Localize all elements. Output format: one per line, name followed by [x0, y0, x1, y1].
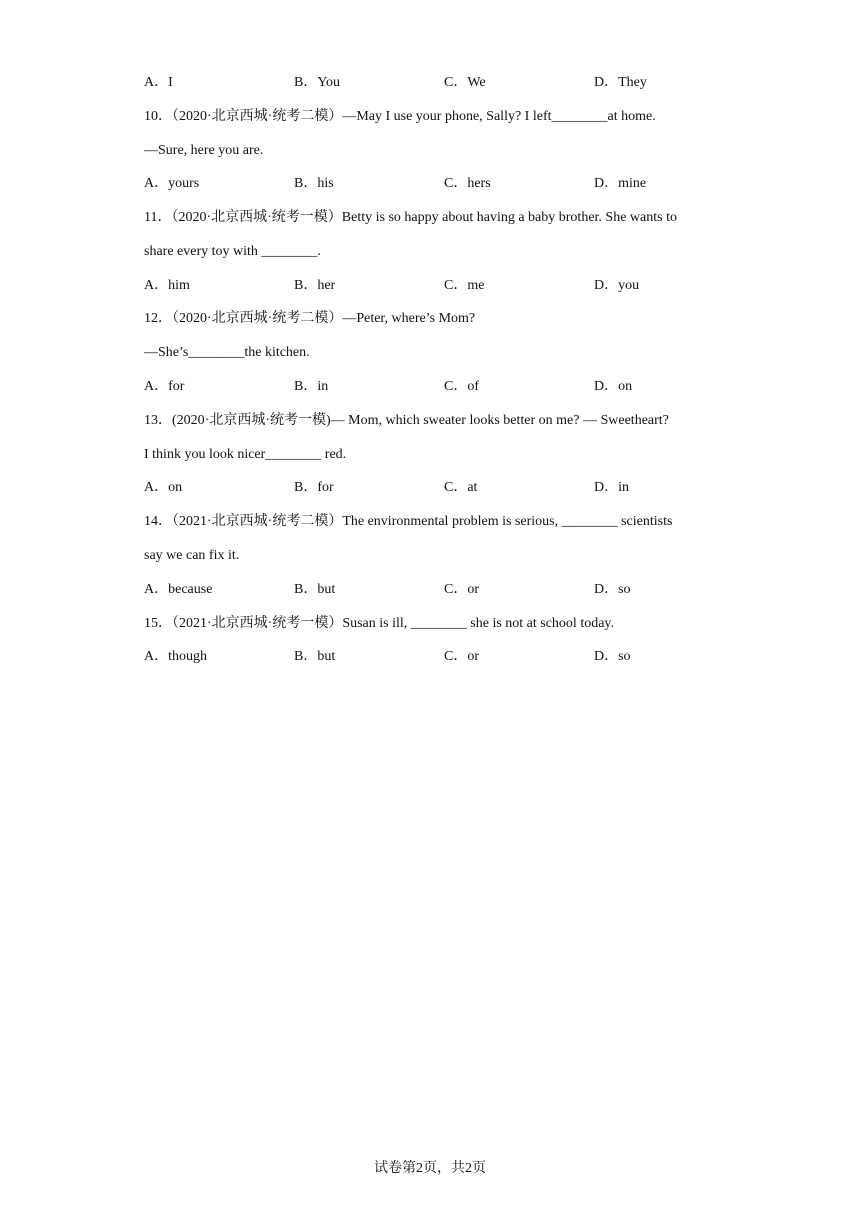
option-b: B．her	[294, 278, 336, 293]
option-b: B．in	[294, 379, 329, 394]
q12-stem-line-2: —She’s________the kitchen.	[144, 345, 310, 360]
q11-stem-line-1: 11．（2020·北京西城·统考一模）Betty is so happy about having a baby brother. She wants to	[144, 210, 677, 225]
q12-options	[144, 379, 744, 395]
option-c: C．We	[444, 75, 486, 90]
q11-options	[144, 278, 744, 294]
option-b: B．but	[294, 582, 336, 597]
option-b: B．his	[294, 176, 334, 191]
option-c: C．of	[444, 379, 479, 394]
q13-stem-line-2: I think you look nicer________ red.	[144, 447, 347, 462]
option-c: C．hers	[444, 176, 491, 191]
q14-options	[144, 582, 744, 598]
q12-stem-line-1: 12．（2020·北京西城·统考二模）—Peter, where’s Mom?	[144, 311, 476, 326]
option-a: A．I	[144, 75, 173, 90]
option-b: B．for	[294, 480, 334, 495]
q11-stem-line-2: share every toy with ________.	[144, 244, 321, 259]
option-b: B．but	[294, 649, 336, 664]
option-d: D．so	[594, 582, 631, 597]
q13-options	[144, 480, 744, 496]
q13-stem-line-1: 13．(2020·北京西城·统考一模)— Mom, which sweater looks better on me? — Sweetheart?	[144, 413, 669, 428]
option-a: A．him	[144, 278, 190, 293]
option-c: C．at	[444, 480, 478, 495]
page-footer: 试卷第2页，共2页	[374, 1161, 486, 1176]
q14-stem-line-1: 14．（2021·北京西城·统考二模）The environmental problem is serious, ________ scientists	[144, 514, 673, 529]
q10-options	[144, 176, 744, 192]
option-d: D．on	[594, 379, 633, 394]
option-b: B．You	[294, 75, 341, 90]
q15-stem-line-1: 15．（2021·北京西城·统考一模）Susan is ill, ________ she is not at school today.	[144, 616, 615, 631]
option-d: D．you	[594, 278, 640, 293]
option-d: D．They	[594, 75, 647, 90]
option-a: A．though	[144, 649, 207, 664]
q10-stem-line-2: —Sure, here you are.	[144, 143, 264, 158]
option-a: A．yours	[144, 176, 200, 191]
q15-options	[144, 649, 744, 665]
option-d: D．in	[594, 480, 629, 495]
option-d: D．so	[594, 649, 631, 664]
option-c: C．me	[444, 278, 485, 293]
option-a: A．for	[144, 379, 185, 394]
option-a: A．because	[144, 582, 213, 597]
option-a: A．on	[144, 480, 183, 495]
q9-options	[144, 75, 744, 91]
option-d: D．mine	[594, 176, 647, 191]
q10-stem-line-1: 10．（2020·北京西城·统考二模）—May I use your phone, Sally? I left________at home.	[144, 109, 656, 124]
option-c: C．or	[444, 649, 479, 664]
option-c: C．or	[444, 582, 479, 597]
q14-stem-line-2: say we can fix it.	[144, 548, 240, 563]
